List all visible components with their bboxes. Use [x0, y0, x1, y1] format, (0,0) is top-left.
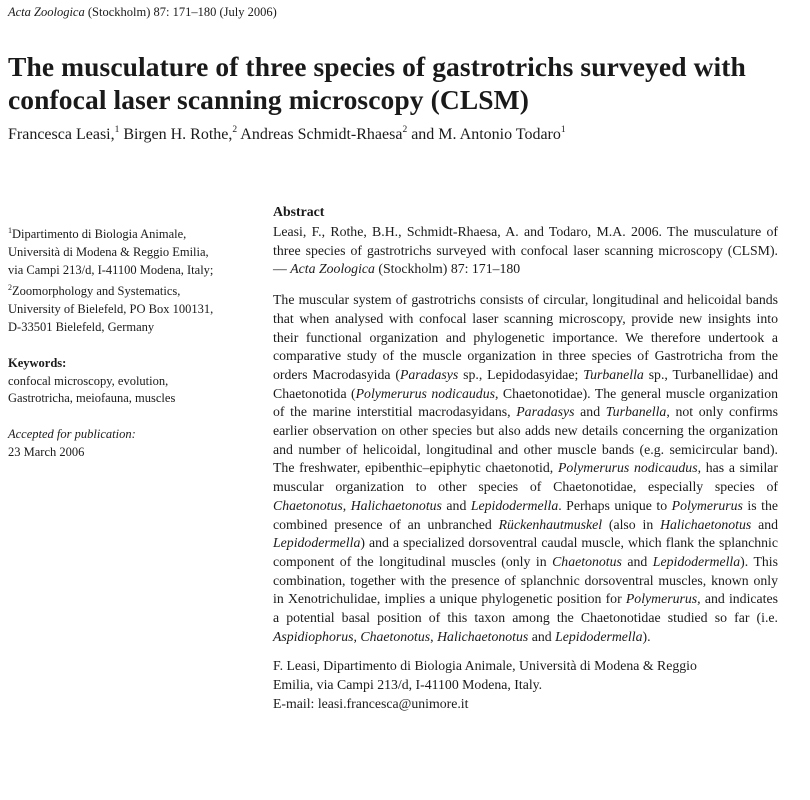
running-head: [8, 5, 277, 20]
text-run: is the combined presence of an unbranched: [273, 497, 778, 532]
contact-email-line: [273, 695, 778, 714]
affiliation-text: Zoomorphology and Systematics,: [12, 284, 181, 299]
text-run: sp., Turbanellidae) and Chaetonotida (: [273, 366, 779, 401]
taxon-name: Halichaetonotus: [660, 516, 752, 532]
keywords-heading: Keywords:: [8, 355, 67, 370]
text-run: and: [528, 628, 556, 644]
text-run: and: [621, 553, 653, 569]
taxon-name: Aspidiophorus: [273, 628, 354, 644]
text-run: and: [441, 497, 471, 513]
author-name: Birgen H. Rothe,: [119, 126, 233, 143]
taxon-name: Lepidodermella: [470, 497, 559, 513]
taxon-name: Paradasys: [399, 366, 459, 382]
affiliation-line: [8, 279, 258, 301]
text-run: ).: [642, 628, 651, 644]
taxon-name: Turbanella: [583, 366, 644, 382]
text-run: and: [751, 516, 779, 532]
author-affiliation-mark: 2: [402, 125, 408, 135]
affiliation-line: University of Bielefeld, PO Box 100131,: [8, 302, 214, 317]
taxon-name: Chaetonotus: [360, 628, 431, 644]
author-name: Andreas Schmidt-Rhaesa: [237, 126, 403, 143]
taxon-name: Lepidodermella: [652, 553, 741, 569]
text-run: ). This combination, together with the presence of splanchnic dorsoventral muscles, known only in Xenotrichulidae, implies a unique phylogenetic position for: [273, 553, 778, 607]
text-run: ) and a specialized dorsoventral caudal muscle, which flank the splanchnic component of the longitudinal muscles (only in: [273, 535, 778, 569]
text-run: sp., Lepidodasyidae;: [458, 366, 584, 382]
abstract-section: [273, 203, 778, 714]
accepted-date: 23 March 2006: [8, 444, 85, 459]
accepted-heading: Accepted for publication:: [8, 427, 136, 442]
text-run: , Chaetonotidae). The general muscle organization of the marine interstitial macrodasyidans,: [273, 385, 779, 420]
abstract-body: [273, 291, 778, 646]
taxon-name: Halichaetonotus: [437, 628, 529, 644]
taxon-name: Polymerurus: [671, 497, 743, 513]
author-affiliation-mark: 1: [560, 125, 566, 135]
article-title: The musculature of three species of gastrotrichs surveyed with confocal laser scanning microscopy (CLSM): [8, 51, 746, 115]
taxon-name: Polymerurus nodicaudus: [355, 385, 495, 401]
affiliation-line: via Campi 213/d, I-41100 Modena, Italy;: [8, 262, 214, 277]
affiliation-line: D-33501 Bielefeld, Germany: [8, 319, 155, 334]
abstract-citation: [273, 223, 778, 279]
text-run: ,: [342, 497, 351, 513]
text-run: , has a similar muscular organization to other species of Chaetonotidae, especially species of: [273, 460, 778, 495]
text-run: , not only confirms earlier observation on other species but also adds new details concerning the organization and number of helicoidal, longitudinal and other muscle bands (e.g. semicircular band). The freshwater, epibenthic–epiphytic chaetonotid,: [273, 404, 778, 476]
author-affiliation-mark: 1: [114, 125, 120, 135]
contact-line: F. Leasi, Dipartimento di Biologia Animale, Università di Modena & Reggio: [273, 658, 697, 674]
taxon-name: Paradasys: [516, 404, 575, 420]
affiliation-line: Università di Modena & Reggio Emilia,: [8, 244, 209, 259]
taxon-name: Acta Zoologica: [290, 261, 375, 277]
affiliation-mark: 2: [8, 283, 12, 293]
affiliation-mark: 1: [8, 226, 12, 235]
taxon-name: Rückenhautmuskel: [498, 516, 603, 532]
text-run: Leasi, F., Rothe, B.H., Schmidt-Rhaesa, A. and Todaro, M.A. 2006. The musculature of three species of gastrotrichs surveyed with confocal laser scanning microscopy (CLSM). —: [273, 224, 778, 277]
taxon-name: Polymerurus nodicaudus: [557, 460, 698, 476]
email-address[interactable]: leasi.francesca@unimore.it: [317, 695, 469, 711]
author-name: Francesca Leasi,: [8, 126, 115, 143]
taxon-name: Lepidodermella: [555, 628, 643, 644]
author-affiliation-mark: 2: [232, 125, 238, 135]
text-run: The muscular system of gastrotrichs consists of circular, longitudinal and helicoidal bands that when analysed with confocal laser scanning microscopy, provide new insights into their functional organization and phylogenetic importance. We therefore undertook a comparative study of the muscle organization in three species of Gastrotricha from the orders Macrodasyida (: [273, 292, 778, 382]
affiliation-text: Dipartimento di Biologia Animale,: [12, 227, 187, 241]
affiliation-line: [8, 222, 258, 244]
author-name: and M. Antonio Todaro: [407, 126, 561, 143]
corresponding-author: [273, 657, 778, 713]
text-run: (also in: [602, 516, 661, 532]
affiliation-block: [8, 222, 258, 337]
text-run: and: [574, 404, 606, 420]
journal-issue: (Stockholm) 87: 171–180 (July 2006): [84, 5, 277, 19]
contact-line: Emilia, via Campi 213/d, I-41100 Modena, Italy.: [273, 677, 543, 693]
taxon-name: Lepidodermella: [273, 535, 361, 551]
abstract-heading: Abstract: [273, 204, 325, 219]
text-run: . Perhaps unique to: [558, 497, 672, 513]
taxon-name: Turbanella: [605, 404, 667, 420]
taxon-name: Halichaetonotus: [350, 497, 442, 513]
journal-name: Acta Zoologica: [8, 5, 85, 19]
author-list: [8, 125, 798, 144]
taxon-name: Chaetonotus: [552, 553, 622, 569]
keywords-line: confocal microscopy, evolution,: [8, 373, 169, 388]
text-run: , and indicates a potential basal position of this taxon among the Chaetonotidae studied so far (i.e.: [273, 591, 778, 626]
email-label: E-mail:: [273, 695, 318, 711]
taxon-name: Polymerurus: [625, 591, 698, 607]
keywords-line: Gastrotricha, meiofauna, muscles: [8, 391, 176, 406]
text-run: ,: [353, 628, 361, 644]
taxon-name: Chaetonotus: [273, 497, 343, 513]
text-run: ,: [430, 628, 438, 644]
sidebar-metadata: [8, 222, 258, 462]
text-run: (Stockholm) 87: 171–180: [374, 261, 521, 277]
